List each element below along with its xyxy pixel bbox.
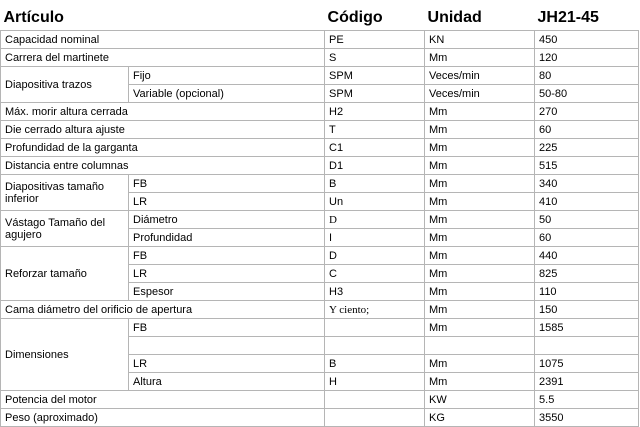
row-value: 225 — [535, 139, 639, 157]
row-value: 120 — [535, 49, 639, 67]
row-unit: Mm — [425, 157, 535, 175]
row-code: C — [325, 265, 425, 283]
header-unit: Unidad — [425, 6, 535, 31]
row-label: Diapositivas tamaño inferior — [1, 175, 129, 211]
row-value: 3550 — [535, 409, 639, 427]
row-value: 410 — [535, 193, 639, 211]
row-sublabel: Variable (opcional) — [129, 85, 325, 103]
row-code: H2 — [325, 103, 425, 121]
row-value: 60 — [535, 229, 639, 247]
row-value: 1075 — [535, 355, 639, 373]
row-code: I — [325, 229, 425, 247]
table-row — [1, 31, 639, 49]
row-sublabel: Diámetro — [129, 211, 325, 229]
row-code: PE — [325, 31, 425, 49]
row-label: Dimensiones — [1, 319, 129, 391]
row-sublabel: Espesor — [129, 283, 325, 301]
row-code — [325, 409, 425, 427]
row-sublabel: FB — [129, 247, 325, 265]
row-code: SPM — [325, 85, 425, 103]
row-code: S — [325, 49, 425, 67]
row-value: 440 — [535, 247, 639, 265]
row-unit: Mm — [425, 103, 535, 121]
row-sublabel: LR — [129, 265, 325, 283]
row-value: 60 — [535, 121, 639, 139]
row-unit: Veces/min — [425, 85, 535, 103]
row-label: Reforzar tamaño — [1, 247, 129, 301]
row-unit: Mm — [425, 175, 535, 193]
row-unit: Mm — [425, 229, 535, 247]
row-label: Capacidad nominal — [1, 31, 325, 49]
table-row — [1, 247, 639, 265]
header-model: JH21-45 — [535, 6, 639, 31]
row-unit: Mm — [425, 121, 535, 139]
row-sublabel: FB — [129, 319, 325, 337]
row-code: C1 — [325, 139, 425, 157]
row-code — [325, 337, 425, 355]
table-row — [1, 391, 639, 409]
row-sublabel: LR — [129, 193, 325, 211]
row-label: Vástago Tamaño del agujero — [1, 211, 129, 247]
row-unit: Veces/min — [425, 67, 535, 85]
table-row — [1, 301, 639, 319]
row-unit: Mm — [425, 139, 535, 157]
row-unit: KW — [425, 391, 535, 409]
row-code: H3 — [325, 283, 425, 301]
row-code: B — [325, 355, 425, 373]
row-unit: KG — [425, 409, 535, 427]
row-value: 150 — [535, 301, 639, 319]
row-code — [325, 391, 425, 409]
row-sublabel: LR — [129, 355, 325, 373]
row-unit: Mm — [425, 247, 535, 265]
row-value: 110 — [535, 283, 639, 301]
row-unit: Mm — [425, 49, 535, 67]
row-label: Profundidad de la garganta — [1, 139, 325, 157]
row-unit: KN — [425, 31, 535, 49]
header-item: Artículo — [1, 6, 325, 31]
table-row — [1, 139, 639, 157]
row-value: 50-80 — [535, 85, 639, 103]
row-sublabel: Fijo — [129, 67, 325, 85]
table-row — [1, 67, 639, 85]
row-value: 5.5 — [535, 391, 639, 409]
row-label: Máx. morir altura cerrada — [1, 103, 325, 121]
row-label: Cama diámetro del orificio de apertura — [1, 301, 325, 319]
row-label: Distancia entre columnas — [1, 157, 325, 175]
row-unit: Mm — [425, 283, 535, 301]
header-row — [1, 6, 639, 31]
header-code: Código — [325, 6, 425, 31]
row-value: 270 — [535, 103, 639, 121]
row-sublabel: Altura — [129, 373, 325, 391]
row-value: 80 — [535, 67, 639, 85]
table-row — [1, 211, 639, 229]
row-unit: Mm — [425, 355, 535, 373]
table-row — [1, 49, 639, 67]
table-row — [1, 121, 639, 139]
row-value: 340 — [535, 175, 639, 193]
row-code: D — [325, 211, 425, 229]
row-sublabel — [129, 337, 325, 355]
row-value: 1585 — [535, 319, 639, 337]
row-value: 825 — [535, 265, 639, 283]
row-label: Carrera del martinete — [1, 49, 325, 67]
row-unit: Mm — [425, 373, 535, 391]
table-row — [1, 103, 639, 121]
row-code: D1 — [325, 157, 425, 175]
row-unit: Mm — [425, 301, 535, 319]
row-unit: Mm — [425, 265, 535, 283]
table-row — [1, 409, 639, 427]
row-label: Peso (aproximado) — [1, 409, 325, 427]
row-code: SPM — [325, 67, 425, 85]
row-value: 450 — [535, 31, 639, 49]
row-code: Y ciento; — [325, 301, 425, 319]
row-code: B — [325, 175, 425, 193]
row-code: H — [325, 373, 425, 391]
table-row — [1, 319, 639, 337]
row-code: Un — [325, 193, 425, 211]
row-label: Potencia del motor — [1, 391, 325, 409]
row-code: T — [325, 121, 425, 139]
row-code: D — [325, 247, 425, 265]
row-code — [325, 319, 425, 337]
row-label: Die cerrado altura ajuste — [1, 121, 325, 139]
row-sublabel: Profundidad — [129, 229, 325, 247]
row-label: Diapositiva trazos — [1, 67, 129, 103]
table-row — [1, 157, 639, 175]
spec-table — [0, 6, 639, 427]
row-value: 515 — [535, 157, 639, 175]
row-value: 2391 — [535, 373, 639, 391]
row-unit: Mm — [425, 211, 535, 229]
row-unit: Mm — [425, 193, 535, 211]
table-row — [1, 175, 639, 193]
row-value: 50 — [535, 211, 639, 229]
row-sublabel: FB — [129, 175, 325, 193]
row-unit — [425, 337, 535, 355]
row-unit: Mm — [425, 319, 535, 337]
row-value — [535, 337, 639, 355]
